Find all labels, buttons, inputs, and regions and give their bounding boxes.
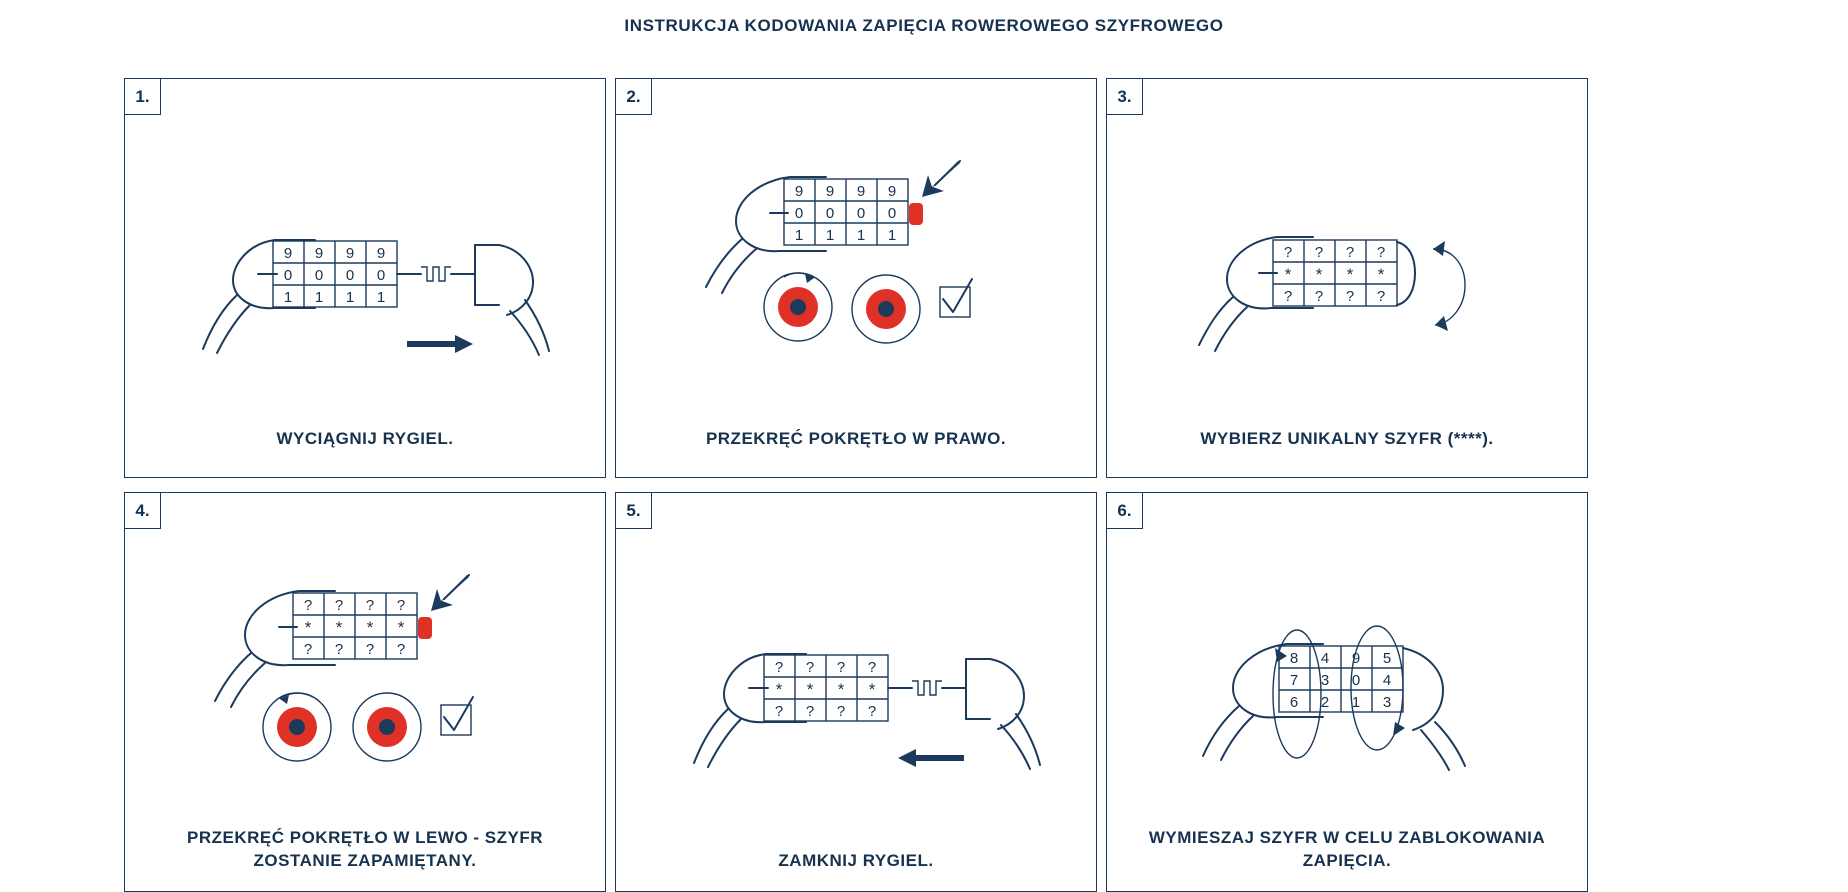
svg-text:*: *: [775, 680, 783, 699]
red-knob-icon: [909, 203, 923, 225]
panel-caption-3: WYBIERZ UNIKALNY SZYFR (****).: [1200, 429, 1494, 449]
svg-text:1: 1: [314, 289, 324, 306]
svg-text:6: 6: [1289, 694, 1299, 711]
panel-caption-4: PRZEKRĘĆ POKRĘTŁO W LEWO - SZYFR ZOSTANIE ZAPAMIĘTANY.: [187, 828, 543, 871]
svg-text:?: ?: [303, 597, 313, 614]
red-knob-icon: [418, 617, 432, 639]
knob-rotate-right-icon: [764, 273, 832, 341]
svg-text:9: 9: [345, 245, 355, 262]
svg-text:?: ?: [805, 659, 815, 676]
svg-text:*: *: [1346, 265, 1354, 284]
instruction-panel-6: [1106, 492, 1588, 892]
dial-grid-5: [764, 655, 888, 721]
svg-text:0: 0: [376, 267, 386, 284]
svg-text:?: ?: [836, 703, 846, 720]
svg-text:*: *: [837, 680, 845, 699]
panel-number-6: 6.: [1107, 493, 1143, 529]
svg-text:9: 9: [1351, 650, 1361, 667]
svg-text:0: 0: [887, 205, 897, 222]
dial-grid-2: [784, 179, 908, 245]
panel-caption-5: ZAMKNIJ RYGIEL.: [778, 851, 934, 871]
svg-text:0: 0: [1351, 672, 1361, 689]
checkbox-checked-icon: [441, 697, 473, 735]
knob-plain-icon: [353, 693, 421, 761]
instruction-panel-3: [1106, 78, 1588, 478]
instruction-panel-4: [124, 492, 606, 892]
svg-text:2: 2: [1320, 694, 1330, 711]
svg-text:*: *: [868, 680, 876, 699]
svg-text:9: 9: [376, 245, 386, 262]
knob-plain-icon: [852, 275, 920, 343]
dial-grid-6: [1279, 646, 1403, 712]
arrow-left-icon: [898, 749, 964, 767]
svg-text:9: 9: [825, 183, 835, 200]
svg-text:*: *: [1377, 265, 1385, 284]
svg-text:9: 9: [887, 183, 897, 200]
svg-text:*: *: [304, 618, 312, 637]
checkbox-checked-icon: [940, 279, 972, 317]
svg-text:3: 3: [1382, 694, 1392, 711]
svg-text:*: *: [397, 618, 405, 637]
svg-text:?: ?: [867, 659, 877, 676]
panel-number-4: 4.: [125, 493, 161, 529]
svg-text:1: 1: [345, 289, 355, 306]
panel-caption-1: WYCIĄGNIJ RYGIEL.: [276, 429, 454, 449]
svg-text:1: 1: [856, 227, 866, 244]
svg-text:?: ?: [774, 703, 784, 720]
svg-text:9: 9: [283, 245, 293, 262]
instruction-panel-1: [124, 78, 606, 478]
svg-text:0: 0: [314, 267, 324, 284]
instruction-panel-5: [615, 492, 1097, 892]
svg-text:9: 9: [794, 183, 804, 200]
svg-text:*: *: [335, 618, 343, 637]
svg-text:1: 1: [376, 289, 386, 306]
svg-text:?: ?: [365, 597, 375, 614]
svg-text:?: ?: [1376, 288, 1386, 305]
svg-text:7: 7: [1289, 672, 1299, 689]
instruction-grid: [124, 78, 1724, 892]
svg-text:?: ?: [867, 703, 877, 720]
svg-text:?: ?: [365, 641, 375, 658]
svg-text:5: 5: [1382, 650, 1392, 667]
svg-text:*: *: [1284, 265, 1292, 284]
panel-illustration-4: [125, 529, 605, 819]
knob-rotate-left-icon: [263, 693, 331, 761]
svg-text:1: 1: [887, 227, 897, 244]
svg-text:?: ?: [805, 703, 815, 720]
panel-caption-6: WYMIESZAJ SZYFR W CELU ZABLOKOWANIA ZAPIĘCIA.: [1148, 828, 1546, 871]
rotate-loop-arrow-icon: [1433, 241, 1465, 331]
dial-grid-4: [293, 593, 417, 659]
panel-illustration-1: [125, 115, 605, 405]
svg-text:*: *: [366, 618, 374, 637]
svg-text:1: 1: [1351, 694, 1361, 711]
panel-caption-2: PRZEKRĘĆ POKRĘTŁO W PRAWO.: [705, 429, 1007, 449]
page-title: INSTRUKCJA KODOWANIA ZAPIĘCIA ROWEROWEGO SZYFROWEGO: [624, 16, 1224, 35]
svg-text:0: 0: [794, 205, 804, 222]
svg-text:4: 4: [1382, 672, 1392, 689]
panel-number-5: 5.: [616, 493, 652, 529]
arrow-to-knob-icon: [922, 161, 960, 197]
panel-illustration-2: [616, 115, 1096, 405]
svg-text:0: 0: [825, 205, 835, 222]
panel-number-1: 1.: [125, 79, 161, 115]
svg-text:?: ?: [303, 641, 313, 658]
svg-text:*: *: [1315, 265, 1323, 284]
svg-text:3: 3: [1320, 672, 1330, 689]
svg-text:?: ?: [774, 659, 784, 676]
svg-text:?: ?: [836, 659, 846, 676]
svg-text:8: 8: [1289, 650, 1299, 667]
svg-text:?: ?: [396, 641, 406, 658]
dial-grid-3: [1273, 240, 1397, 306]
svg-text:?: ?: [1345, 288, 1355, 305]
svg-text:?: ?: [334, 641, 344, 658]
svg-text:1: 1: [283, 289, 293, 306]
svg-text:?: ?: [1314, 244, 1324, 261]
arrow-to-knob-icon: [431, 575, 469, 611]
panel-illustration-5: [616, 529, 1096, 819]
panel-number-3: 3.: [1107, 79, 1143, 115]
svg-text:?: ?: [334, 597, 344, 614]
svg-text:0: 0: [856, 205, 866, 222]
instruction-panel-2: [615, 78, 1097, 478]
svg-text:0: 0: [283, 267, 293, 284]
svg-text:?: ?: [1283, 288, 1293, 305]
svg-text:*: *: [806, 680, 814, 699]
svg-text:?: ?: [1376, 244, 1386, 261]
dial-grid-1: [273, 241, 397, 307]
svg-text:?: ?: [1314, 288, 1324, 305]
svg-text:9: 9: [856, 183, 866, 200]
panel-illustration-3: [1107, 115, 1587, 405]
svg-text:4: 4: [1320, 650, 1330, 667]
svg-text:?: ?: [396, 597, 406, 614]
svg-text:?: ?: [1283, 244, 1293, 261]
panel-illustration-6: [1107, 529, 1587, 819]
svg-text:?: ?: [1345, 244, 1355, 261]
svg-text:9: 9: [314, 245, 324, 262]
panel-number-2: 2.: [616, 79, 652, 115]
svg-text:1: 1: [794, 227, 804, 244]
svg-text:1: 1: [825, 227, 835, 244]
svg-text:0: 0: [345, 267, 355, 284]
